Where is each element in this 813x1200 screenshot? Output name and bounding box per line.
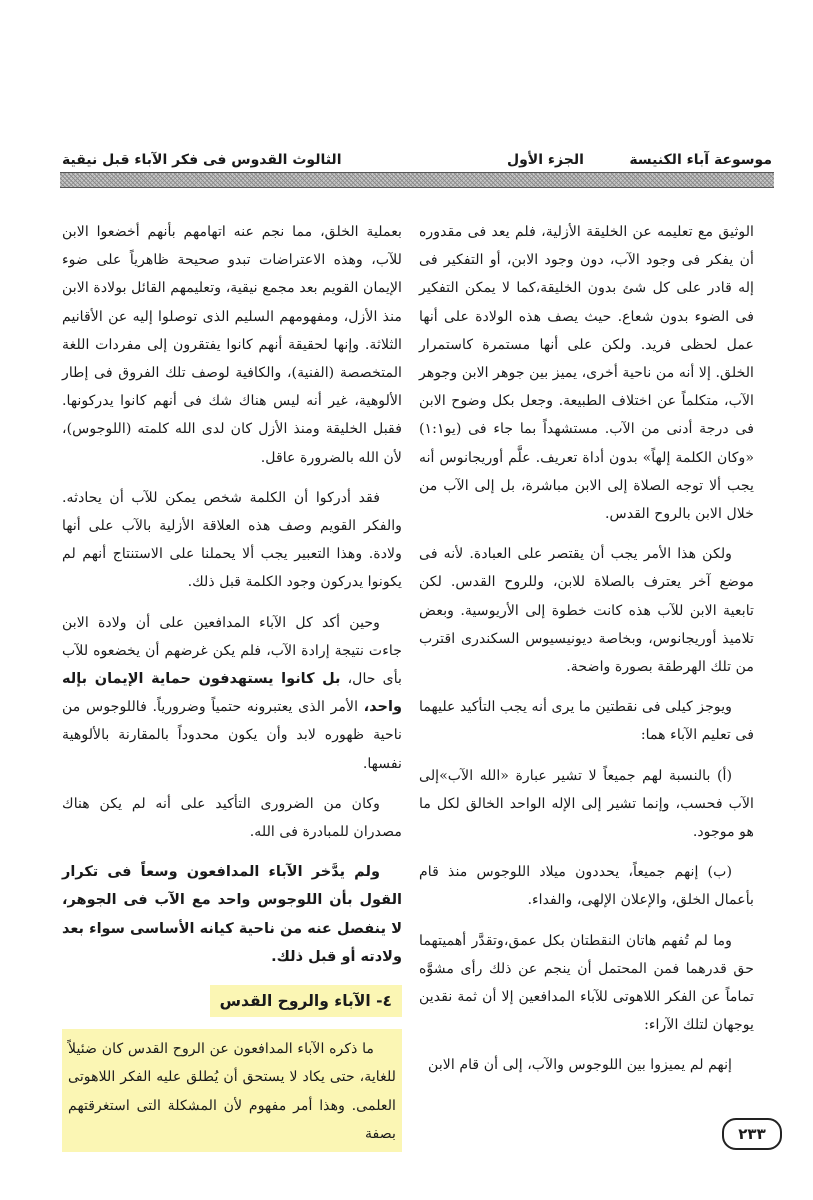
highlighted-paragraph: ما ذكره الآباء المدافعون عن الروح القدس كان ضئيلاً للغاية، حتى يكاد لا يستحق أن يُطلق عليه الفكر اللاهوتى العلمى. وهذا أمر مفهوم لأن المشكلة التى استغرقتهم بصفة <box>62 1029 402 1152</box>
paragraph: وكان من الضرورى التأكيد على أنه لم يكن هناك مصدران للمبادرة فى الله. <box>62 795 402 841</box>
header-book-title: الثالوث القدوس فى فكر الآباء قبل نيقية <box>62 152 342 168</box>
bold-paragraph: ولم يدَّخر الآباء المدافعون وسعاً فى تكرار القول بأن اللوجوس واحد مع الآب فى الجوهر، لا ينفصل عنه من ناحية كيانه الأساسى سواء بعد ولادته أو قبل ذلك. <box>62 864 402 965</box>
paragraph: إنهم لم يميزوا بين اللوجوس والآب، إلى أن قام الابن <box>428 1057 732 1074</box>
right-column <box>419 218 754 1092</box>
header-rule <box>60 172 774 188</box>
paragraph: فقد أدركوا أن الكلمة شخص يمكن للآب أن يحادثه. والفكر القويم وصف هذه العلاقة الأزلية بالآب على أنها ولادة. وهذا التعبير يجب ألا يحملنا على الاستنتاج أنهم لم يكونوا يدركون وجود الكلمة قبل ذلك. <box>62 489 402 591</box>
running-header <box>62 146 772 168</box>
paragraph: وما لم تُفهم هاتان النقطتان بكل عمق،وتقدَّر أهميتهما حق قدرهما فمن المحتمل أن ينجم عن ذلك رأى مشوَّه تماماً عن الفكر اللاهوتى للآباء المدافعين إلا أن ثمة نقدين يوجهان لتلك الآراء: <box>419 932 754 1034</box>
header-series: موسوعة آباء الكنيسة <box>629 152 772 168</box>
paragraph: (أ) بالنسبة لهم جميعاً لا تشير عبارة «الله الآب»إلى الآب فحسب، وإنما تشير إلى الإله الواحد الخالق لكل ما هو موجود. <box>419 767 754 841</box>
paragraph: ويوجز كيلى فى نقطتين ما يرى أنه يجب التأكيد عليهما فى تعليم الآباء هما: <box>419 699 754 744</box>
paragraph: الوثيق مع تعليمه عن الخليقة الأزلية، فلم يعد فى مقدوره أن يفكر فى وجود الآب، دون وجود الابن، أو التفكير فى إله قادر على كل شئ بدون الخليقة،كما لا يمكن التفكير فى الضوء بدون شعاع. حيث يصف هذه الولادة على أنها عمل لحظى فريد. ولكن على أنها مستمرة كاستمرار الخلق. إلا أنه من ناحية أخرى، يميز بين جوهر الابن وجوهر الآب، متكلماً عن اختلاف الطبيعة. وجعل بكل وضوح الابن فى درجة أدنى من الآب. مستشهداً بما جاء فى (يو١:١) «وكان الكلمة إلهاً» بدون أداة تعريف. علَّم أوريجانوس أنه يجب ألا توجه الصلاة إلى الابن مباشرة، بل إلى الآب من خلال الابن بالروح القدس. <box>419 224 754 523</box>
paragraph-text: وحين أكد كل الآباء المدافعين على أن ولادة الابن جاءت نتيجة إرادة الآب، فلم يكن غرضهم أن يخضعوه للآب بأى حال، <box>62 614 402 688</box>
emphasis-text: بل كانوا يستهدفون حماية الإيمان بإله واحد، <box>62 671 402 716</box>
paragraph: بعملية الخلق، مما نجم عنه اتهامهم بأنهم أخضعوا الابن للآب، وهذه الاعتراضات تبدو صحيحة ظاهرياً على ضوء الإيمان القويم بعد مجمع نيقية، وتعليمهم القائل بولادة الابن منذ الأزل، ومفهومهم السليم الذى توصلوا إليه عن الأقانيم الثلاثة. وإنها لحقيقة أنهم كانوا يفتقرون إلى مفردات اللغة المتخصصة (الفنية)، والكافية لوصف تلك الفروق فى إطار الألوهية، غير أنه ليس هناك شك فى أنهم كانوا يدركونها. فقبل الخليقة ومنذ الأزل كان لدى الله كلمته (اللوجوس)، لأن الله بالضرورة عاقل. <box>62 224 402 466</box>
paragraph-text: الأمر الذى يعتبرونه حتمياً وضرورياً. فاللوجوس من ناحية ظهوره لابد وأن يكون محدوداً بالمقارنة بالألوهية نفسها. <box>62 699 402 772</box>
paragraph <box>62 609 402 778</box>
paragraph: (ب) إنهم جميعاً، يحددون ميلاد اللوجوس منذ قام بأعمال الخلق، والإعلان الإلهى، والفداء. <box>419 864 754 909</box>
left-column <box>62 218 402 1164</box>
paragraph: ولكن هذا الأمر يجب أن يقتصر على العبادة. لأنه فى موضع آخر يعترف بالصلاة للابن، وللروح القدس. لكن تابعية الابن للآب هذه كانت خطوة إلى الأريوسية. وبعض تلاميذ أوريجانوس، وبخاصة ديونيسيوس السكندرى اقترب من تلك الهرطقة بصورة واضحة. <box>419 546 754 676</box>
header-volume: الجزء الأول <box>506 152 584 168</box>
section-heading: ٤- الآباء والروح القدس <box>210 985 402 1017</box>
page-number: ٢٣٣ <box>722 1118 782 1150</box>
